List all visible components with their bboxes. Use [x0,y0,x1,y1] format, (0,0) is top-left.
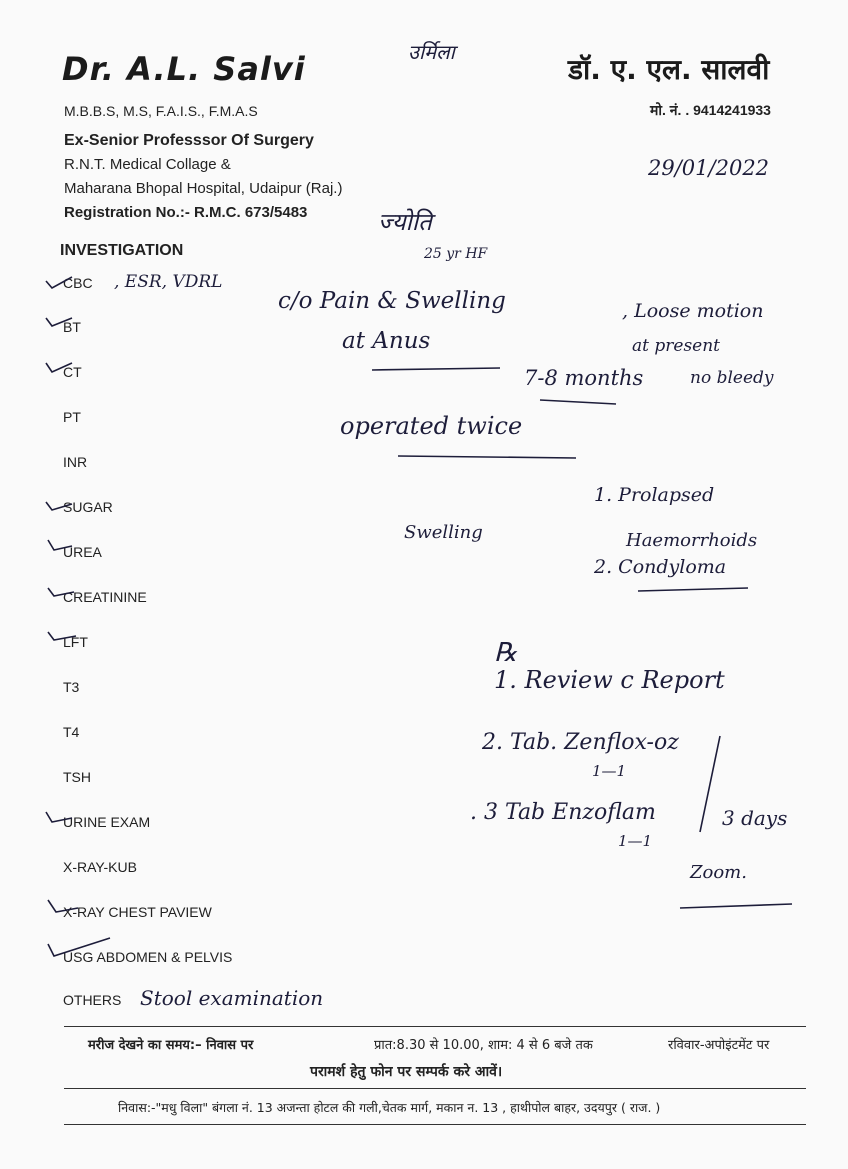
rx-item-2-dose: 1—1 [592,762,627,780]
rx-symbol: ℞ [494,638,518,668]
no-bleeding: no bleedy [690,368,774,388]
rx-item-3-duration: 3 days [722,806,788,830]
handwritten-date: 29/01/2022 [648,156,770,180]
college-line-2: Maharana Bhopal Hospital, Udaipur (Raj.) [64,180,343,197]
rx-item-3: . 3 Tab Enzoflam [470,800,656,825]
test-t4: T4 [63,724,80,740]
tick-creatinine [48,588,74,596]
position-title: Ex-Senior Professsor Of Surgery [64,132,314,149]
college-line-1: R.N.T. Medical Collage & [64,156,231,173]
rx-item-3-dose: 1—1 [618,832,653,850]
handwritten-top-name: उर्मिला [408,40,455,64]
test-urine-exam: URINE EXAM [63,814,151,830]
doctor-name-hindi: डॉ. ए. एल. सालवी [568,53,770,86]
duration: 7-8 months [524,366,644,390]
sunday-note: रविवार-अपोइंटमेंट पर [668,1038,770,1053]
footer-divider-middle [64,1088,806,1089]
cbc-extra-tests: , ESR, VDRL [114,272,223,292]
tick-sugar [46,502,72,510]
rx-item-2: 2. Tab. Zenflox-oz [482,730,679,755]
patient-age-sex: 25 yr HF [424,246,488,262]
test-xray-chest: X-RAY CHEST PAVIEW [63,904,212,920]
complaint-line-2: at Anus [342,328,431,354]
diagnosis-2: 2. Condyloma [594,556,727,578]
test-xray-kub: X-RAY-KUB [63,859,137,875]
doctor-name-english: Dr. A.L. Salvi [62,50,306,88]
tick-ct [46,363,72,372]
footer-divider-top [64,1026,806,1027]
test-sugar: SUGAR [63,499,113,515]
test-pt: PT [63,409,81,425]
tick-xray-chest [48,900,78,912]
doctor-signature: Zoom. [690,862,747,883]
complaint-line-1b: , Loose motion [622,300,764,322]
registration-number: Registration No.:- R.M.C. 673/5483 [64,204,308,221]
test-creatinine: CREATININE [63,589,147,605]
rx-item-1: 1. Review c Report [494,666,725,694]
test-inr: INR [63,454,88,470]
operated-twice: operated twice [340,412,523,440]
tick-bt [46,318,72,326]
complaint-line-1: c/o Pain & Swelling [278,288,506,314]
timing-hours: प्रात:8.30 से 10.00, शाम: 4 से 6 बजे तक [374,1038,593,1053]
test-lft: LFT [63,634,88,650]
tick-cbc [46,277,72,288]
mobile-number: मो. नं. . 9414241933 [650,102,771,118]
swelling-sketch: Swelling [404,522,483,543]
tick-lft [48,632,76,640]
tick-urea [48,540,72,550]
test-bt: BT [63,319,81,335]
diagnosis-1b: Haemorrhoids [626,530,758,551]
residence-address: निवास:-"मधु विला" बंगला नं. 13 अजन्ता होटल की गली,चेतक मार्ग, मकान न. 13 , हाथीपोल बाहर, उदयपुर ( राज. ) [118,1100,661,1115]
others-value: Stool examination [140,986,324,1010]
patient-name: ज्योति [378,208,432,236]
qualifications: M.B.B.S, M.S, F.A.I.S., F.M.A.S [64,103,258,119]
consult-note: परामर्श हेतु फोन पर सम्पर्क करे आवें। [310,1064,503,1080]
tick-urine [46,812,72,822]
timing-label: मरीज देखने का समय:– निवास पर [88,1038,254,1053]
investigation-heading: INVESTIGATION [60,242,184,259]
test-usg-abdomen: USG ABDOMEN & PELVIS [63,949,233,965]
test-ct: CT [63,364,82,380]
footer-divider-bottom [64,1124,806,1125]
complaint-line-2b: at present [632,336,721,356]
diagnosis-1: 1. Prolapsed [594,484,715,506]
test-tsh: TSH [63,769,91,785]
tick-usg [48,938,110,956]
others-label: OTHERS [63,992,122,1008]
test-urea: UREA [63,544,102,560]
test-t3: T3 [63,679,80,695]
test-cbc: CBC [63,275,93,291]
